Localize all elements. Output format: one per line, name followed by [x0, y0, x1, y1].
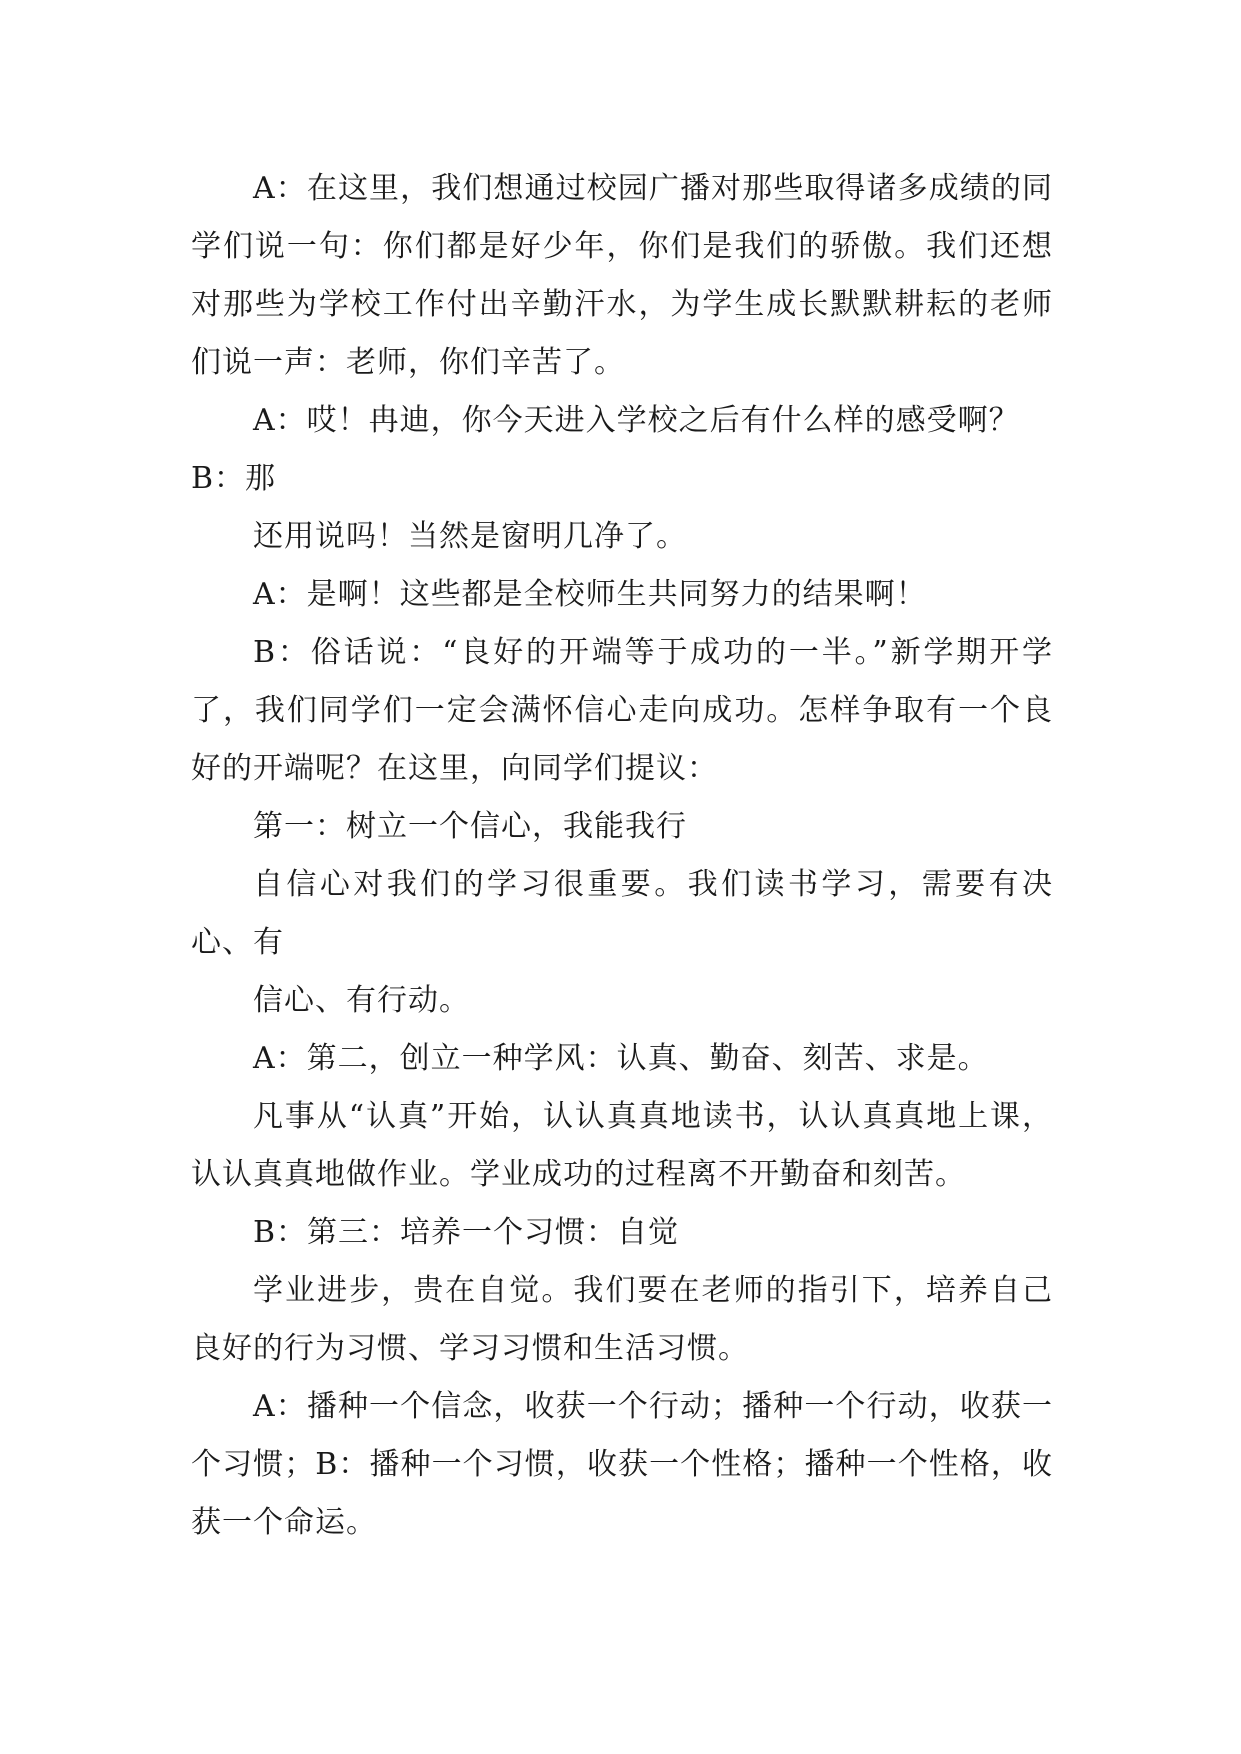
- paragraph-8: 自信心对我们的学习很重要。我们读书学习，需要有决心、有: [191, 867, 1053, 960]
- paragraph-14: A：播种一个信念，收获一个行动；播种一个行动，收获一个习惯；B：播种一个习惯，收获一个性格；播种一个性格，收获一个命运。: [191, 1389, 1053, 1540]
- paragraph-3: B：那: [191, 461, 277, 496]
- paragraph-9: 信心、有行动。: [253, 983, 470, 1018]
- paragraph-5: A：是啊！这些都是全校师生共同努力的结果啊！: [253, 577, 927, 612]
- paragraph-12: B：第三：培养一个习惯：自觉: [253, 1215, 680, 1250]
- paragraph-2: A：哎！冉迪，你今天进入学校之后有什么样的感受啊？: [253, 403, 1020, 438]
- paragraph-11: 凡事从“认真”开始，认认真真地读书，认认真真地上课，认认真真地做作业。学业成功的过程离不开勤奋和刻苦。: [191, 1099, 1053, 1192]
- paragraph-4: 还用说吗！当然是窗明几净了。: [253, 519, 687, 554]
- paragraph-6: B：俗话说：“良好的开端等于成功的一半。”新学期开学了，我们同学们一定会满怀信心走向成功。怎样争取有一个良好的开端呢？在这里，向同学们提议：: [191, 635, 1053, 786]
- paragraph-7: 第一：树立一个信心，我能我行: [253, 809, 687, 844]
- paragraph-10: A：第二，创立一种学风：认真、勤奋、刻苦、求是。: [253, 1041, 989, 1076]
- document-body: [191, 160, 1053, 1552]
- paragraph-1: A：在这里，我们想通过校园广播对那些取得诸多成绩的同学们说一句：你们都是好少年，你们是我们的骄傲。我们还想对那些为学校工作付出辛勤汗水，为学生成长默默耕耘的老师们说一声：老师，你们辛苦了。: [191, 171, 1053, 380]
- paragraph-13: 学业进步，贵在自觉。我们要在老师的指引下，培养自己良好的行为习惯、学习习惯和生活习惯。: [191, 1273, 1053, 1366]
